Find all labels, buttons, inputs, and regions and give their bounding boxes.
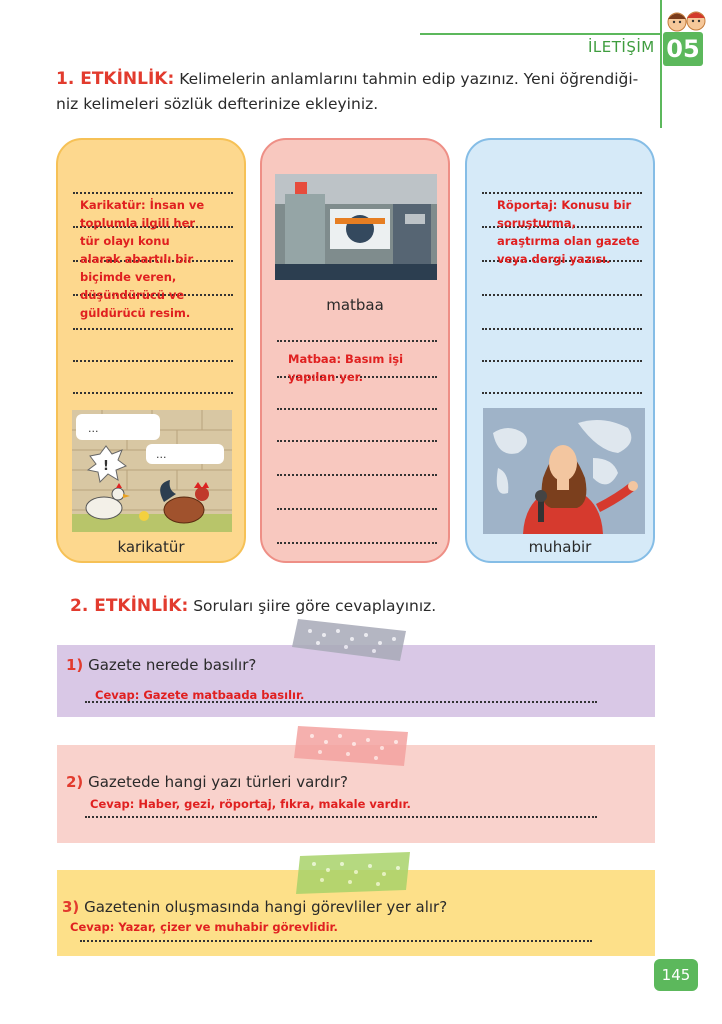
dotted-line bbox=[277, 340, 437, 342]
word-card-karikatur bbox=[56, 138, 246, 563]
card-word-muhabir: muhabir bbox=[528, 538, 592, 556]
tape-decoration bbox=[296, 850, 410, 896]
svg-text:!: ! bbox=[103, 459, 109, 474]
header-rule bbox=[420, 33, 660, 35]
dotted-line bbox=[85, 701, 597, 703]
card-word-karikatur: karikatür bbox=[117, 538, 185, 556]
dotted-line bbox=[482, 360, 642, 362]
activity1-instruction-text: Kelimelerin anlamlarını tahmin edip yazınız. Yeni öğrendiği- bbox=[179, 70, 639, 88]
tape-decoration bbox=[290, 617, 408, 663]
question-2: 2) Gazetede hangi yazı türleri vardır? bbox=[66, 773, 349, 791]
page-number: 145 bbox=[654, 959, 698, 991]
activity1-instruction-line2: niz kelimeleri sözlük defterinize ekleyiniz. bbox=[56, 95, 379, 113]
dotted-line bbox=[277, 508, 437, 510]
svg-text:...: ... bbox=[88, 422, 99, 435]
activity1-label: 1. ETKİNLİK: bbox=[56, 69, 175, 89]
dotted-line bbox=[85, 816, 597, 818]
dotted-line bbox=[482, 192, 642, 194]
answer-roportaj: Röportaj: Konusu bir soruşturma, araştırma olan gazete veya dergi yazısı. bbox=[497, 198, 640, 266]
word-card-matbaa bbox=[260, 138, 450, 563]
answer-karikatur: Karikatür: İnsan ve toplumla ilgili her tür olayı konu alarak abartılı bir biçimde veren, düşündürücü ve güldürücü resim. bbox=[80, 198, 205, 320]
dotted-line bbox=[277, 440, 437, 442]
dotted-line bbox=[277, 474, 437, 476]
activity1-instruction-line1 bbox=[56, 69, 638, 89]
answer-3: Cevap: Yazar, çizer ve muhabir görevlidir. bbox=[70, 920, 338, 934]
dotted-line bbox=[73, 192, 233, 194]
activity2-label: 2. ETKİNLİK: bbox=[70, 596, 189, 616]
activity2-instruction-text: Soruları şiire göre cevaplayınız. bbox=[193, 597, 437, 615]
dotted-line bbox=[482, 328, 642, 330]
svg-text:...: ... bbox=[156, 448, 167, 461]
printing-press-image bbox=[275, 174, 437, 280]
cartoon-roosters-image bbox=[72, 410, 232, 532]
dotted-line bbox=[73, 360, 233, 362]
answer-1: Cevap: Gazete matbaada basılır. bbox=[95, 688, 305, 702]
question-1: 1) Gazete nerede basılır? bbox=[66, 656, 257, 674]
reporter-woman-image bbox=[483, 408, 645, 534]
dotted-line bbox=[277, 542, 437, 544]
card-word-matbaa: matbaa bbox=[326, 296, 384, 314]
word-card-muhabir bbox=[465, 138, 655, 563]
kids-mascot-icon bbox=[664, 8, 708, 34]
unit-number-badge: 05 bbox=[663, 32, 703, 66]
answer-matbaa: Matbaa: Basım işi yapılan yer. bbox=[288, 352, 404, 384]
dotted-line bbox=[73, 328, 233, 330]
answer-2: Cevap: Haber, gezi, röportaj, fıkra, makale vardır. bbox=[90, 797, 411, 811]
theme-title: İLETİŞİM bbox=[588, 38, 655, 56]
header-vertical-rule bbox=[660, 0, 662, 128]
dotted-line bbox=[482, 392, 642, 394]
question-3: 3) Gazetenin oluşmasında hangi görevliler yer alır? bbox=[62, 898, 448, 916]
dotted-line bbox=[482, 294, 642, 296]
dotted-line bbox=[73, 392, 233, 394]
dotted-line bbox=[277, 408, 437, 410]
activity2-instruction bbox=[70, 596, 436, 616]
dotted-line bbox=[80, 940, 592, 942]
tape-decoration bbox=[292, 722, 410, 768]
